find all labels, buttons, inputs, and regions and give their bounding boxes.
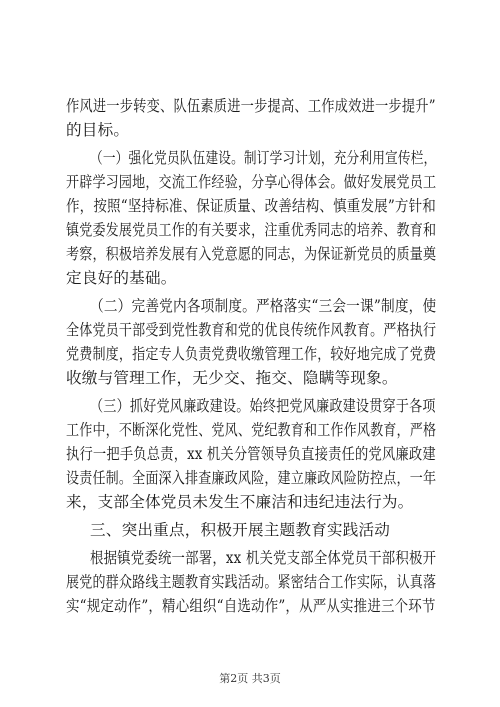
text-line: 作风进一步转变、队伍素质进一步提高、工作成效进一步提升”	[66, 97, 436, 115]
page-footer: 第2页 共3页	[219, 672, 281, 685]
section-heading-3: （三）抓好党风廉政建设。始终把党风廉政建设贯穿于各项	[90, 397, 436, 415]
text-line: 执行一把手负总责，xx 机关分管领导负直接责任的党风廉政建	[66, 445, 436, 463]
text-line: 实“规定动作”，精心组织“自选动作”，从严从实推进三个环节	[66, 597, 436, 615]
text-line: 设责任制。全面深入排查廉政风险，建立廉政风险防控点，一年	[66, 469, 437, 487]
text-line: 党费制度，指定专人负责党费收缴管理工作，较好地完成了党费	[66, 345, 437, 363]
section-heading-2: （二）完善党内各项制度。严格落实“三会一课”制度，使	[90, 297, 437, 315]
text-line: 的目标。	[66, 121, 130, 139]
text-line: 镇党委发展党员工作的有关要求，注重优秀同志的培养、教育和	[66, 221, 437, 239]
text-line: 收缴与管理工作，无少交、拖交、隐瞒等现象。	[66, 369, 398, 387]
text-line: 开辟学习园地，交流工作经验，分享心得体会。做好发展党员工	[66, 173, 437, 191]
text-line: 定良好的基础。	[66, 269, 177, 287]
text-line: 考察，积极培养发展有入党意愿的同志，为保证新党员的质量奠	[66, 245, 437, 263]
text-line: 来，支部全体党员未发生不廉洁和违纪违法行为。	[66, 493, 414, 511]
section-heading-main: 三、突出重点，积极开展主题教育实践活动	[90, 521, 391, 539]
text-line: 展党的群众路线主题教育实践活动。紧密结合工作实际，认真落	[66, 573, 437, 591]
section-heading-1: （一）强化党员队伍建设。制订学习计划，充分利用宣传栏，	[90, 149, 437, 167]
text-line: 作，按照“坚持标准、保证质量、改善结构、慎重发展”方针和	[66, 197, 436, 215]
text-line: 全体党员干部受到党性教育和党的优良传统作风教育。严格执行	[66, 321, 437, 339]
text-line: 根据镇党委统一部署，xx 机关党支部全体党员干部积极开	[90, 549, 437, 567]
text-line: 工作中，不断深化党性、党风、党纪教育和工作作风教育，严格	[66, 421, 437, 439]
